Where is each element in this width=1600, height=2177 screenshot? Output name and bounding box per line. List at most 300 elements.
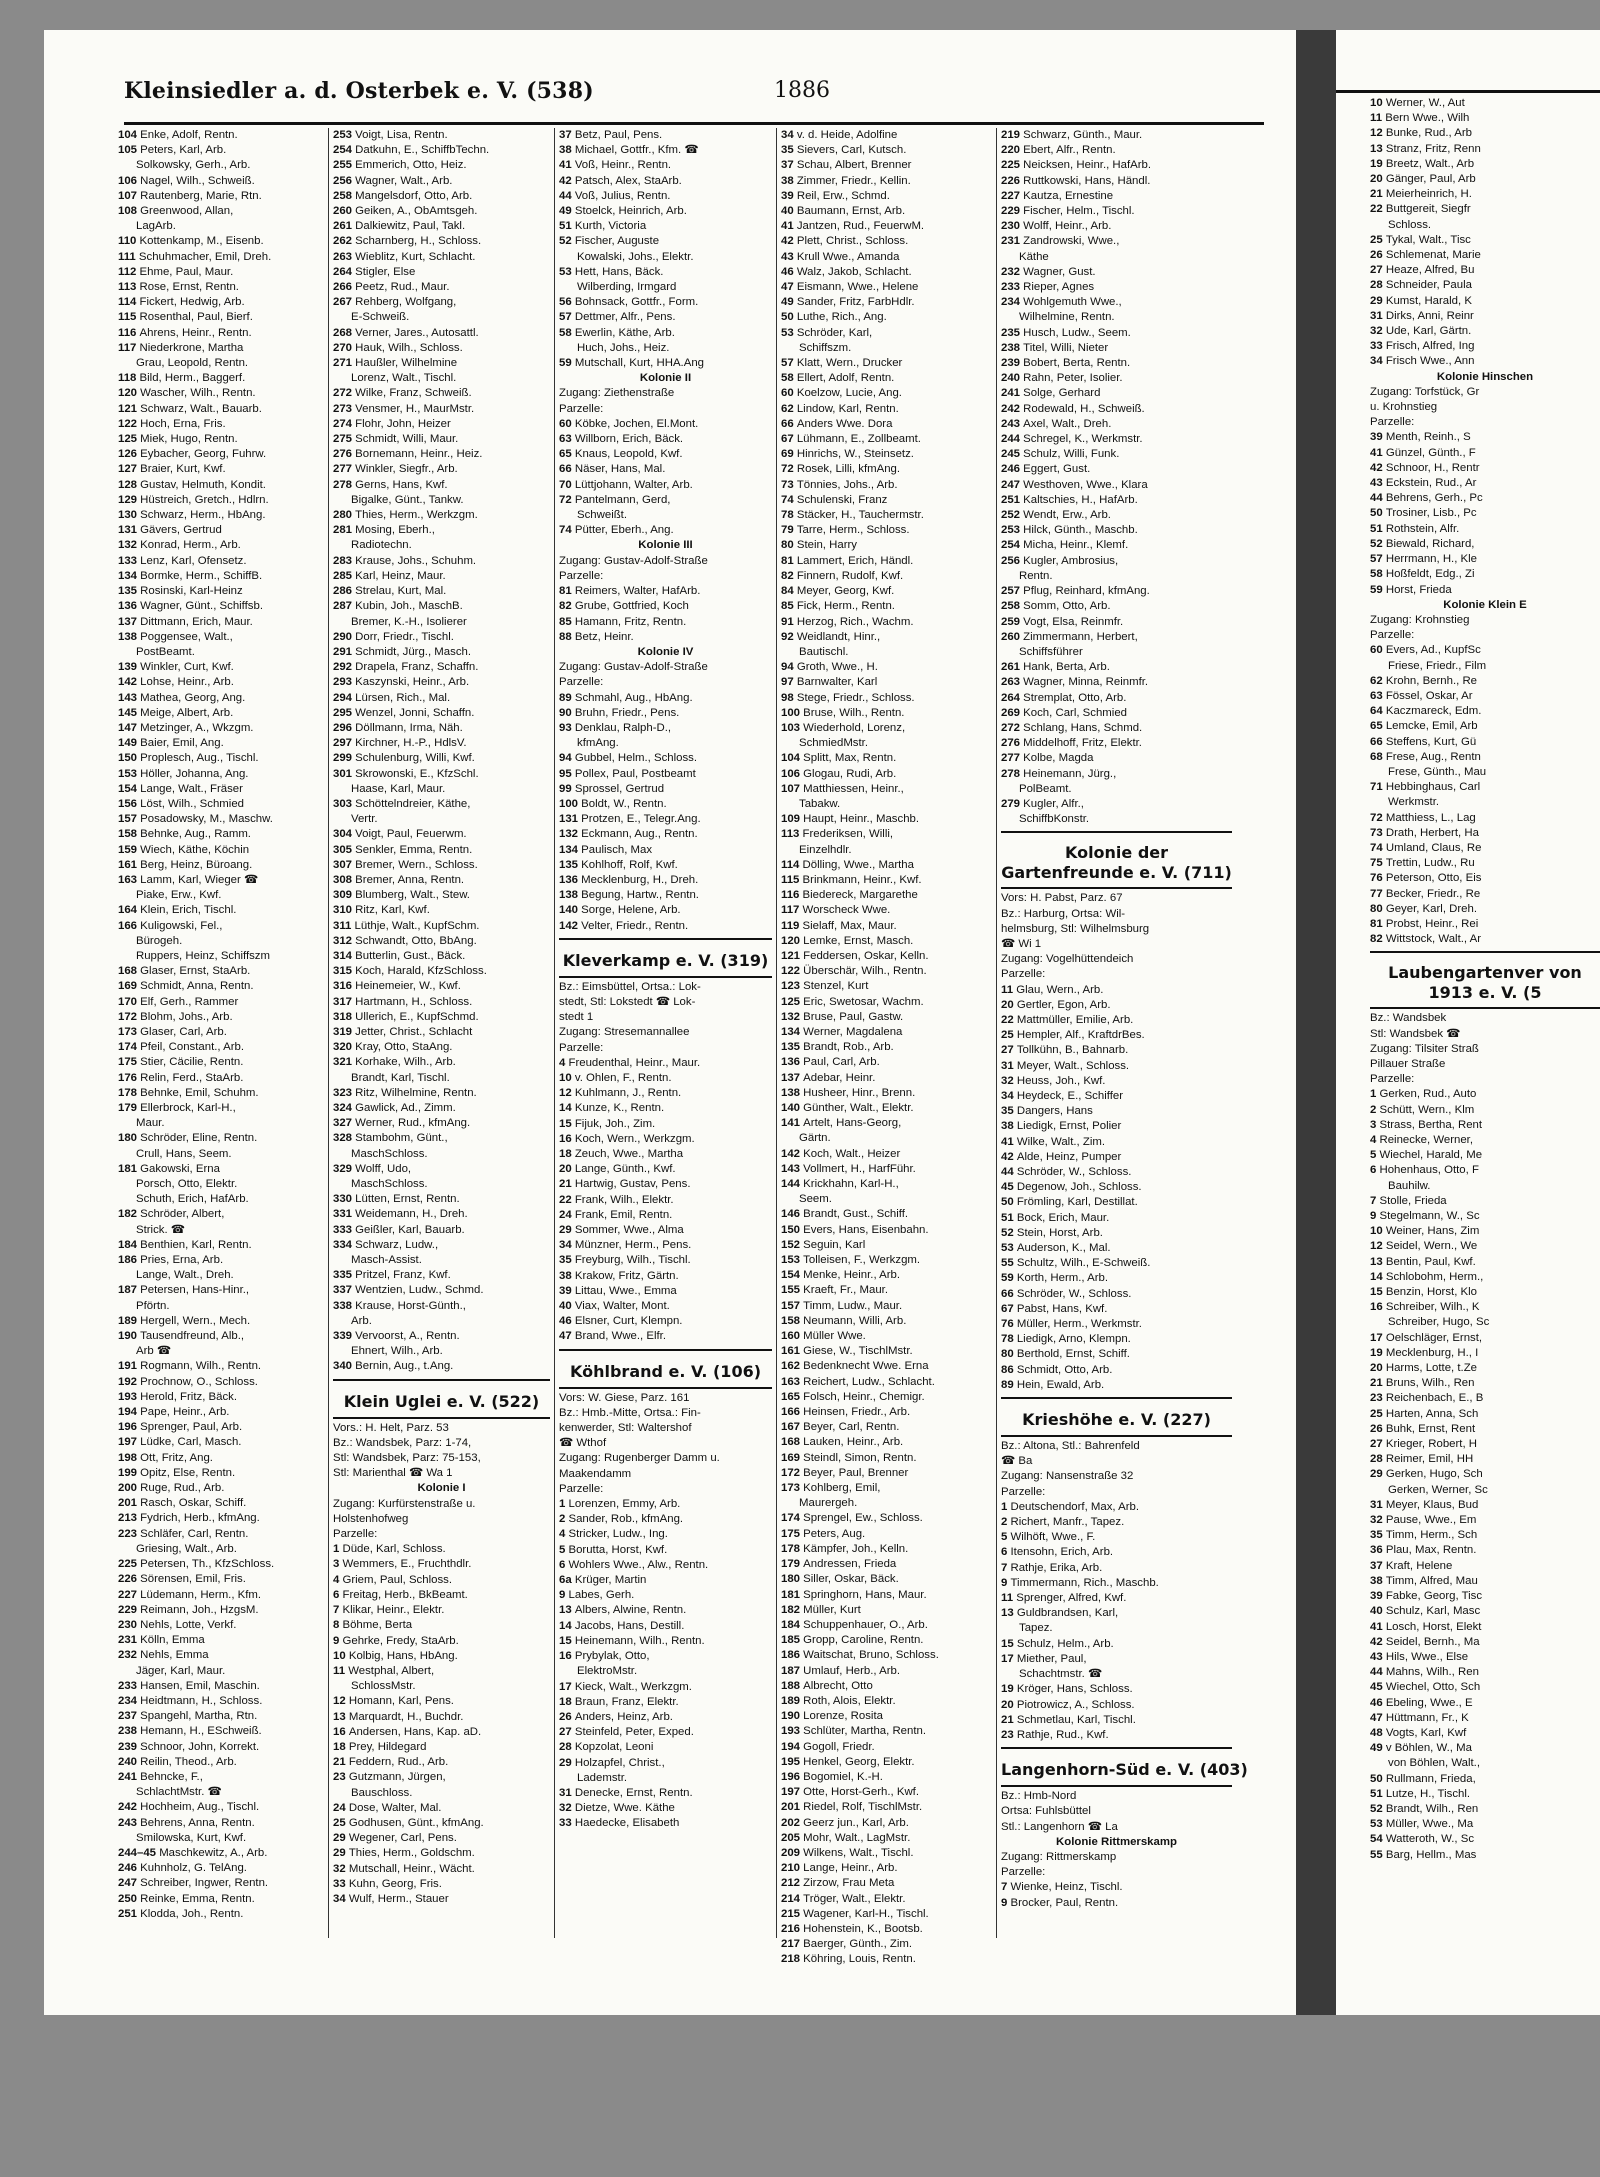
directory-entry <box>559 1634 772 1649</box>
parcel-number: 260 <box>333 205 356 218</box>
entry-name: Reil, Erw., Schmd. <box>796 189 890 202</box>
entry-name: Hohenstein, K., Bootsb. <box>803 1922 923 1935</box>
parcel-number: 39 <box>1370 431 1386 444</box>
directory-entry <box>1001 1302 1232 1317</box>
parcel-number: 327 <box>333 1117 356 1130</box>
parcel-number: 89 <box>1001 1378 1017 1391</box>
parcel-number: 136 <box>781 1056 804 1069</box>
parcel-number: 263 <box>1001 676 1024 689</box>
directory-entry <box>559 615 772 630</box>
entry-name: Solge, Gerhard <box>1023 387 1101 400</box>
directory-entry <box>1370 1255 1600 1270</box>
parcel-number: 108 <box>118 205 141 218</box>
parcel-number: 81 <box>559 585 575 598</box>
directory-entry <box>781 1344 992 1359</box>
directory-entry <box>333 888 550 903</box>
entry-name: Seguin, Karl <box>803 1238 866 1251</box>
parcel-number: 173 <box>118 1025 141 1038</box>
parcel-number: 193 <box>118 1390 141 1403</box>
entry-name: Klein, Erich, Tischl. <box>140 904 237 917</box>
directory-entry <box>559 797 772 812</box>
parcel-number: 146 <box>781 1208 804 1221</box>
directory-entry <box>1370 1300 1600 1315</box>
entry-name: Frank, Wilh., Elektr. <box>574 1193 674 1206</box>
parcel-number: 245 <box>1001 448 1024 461</box>
entry-name: Senkler, Emma, Rentn. <box>355 843 473 856</box>
left-page <box>44 30 1340 2015</box>
entry-name: Wittstock, Walt., Ar <box>1385 933 1481 946</box>
info-line: Parzelle: <box>333 1528 378 1541</box>
directory-entry <box>1370 735 1600 750</box>
directory-entry <box>1370 1437 1600 1452</box>
parcel-number: 103 <box>781 721 804 734</box>
entry-continuation: MaschSchloss. <box>351 1178 428 1191</box>
entry-name: Wentzien, Ludw., Schmd. <box>355 1284 484 1297</box>
entry-name: Losch, Horst, Elekt <box>1385 1620 1482 1633</box>
parcel-number: 57 <box>781 357 797 370</box>
parcel-number: 161 <box>118 858 141 871</box>
parcel-number: 98 <box>781 691 797 704</box>
parcel-number: 23 <box>333 1771 349 1784</box>
entry-name: Voß, Julius, Rentn. <box>574 189 671 202</box>
directory-entry <box>333 158 550 173</box>
parcel-number: 272 <box>1001 721 1024 734</box>
entry-name: Andressen, Frieda <box>803 1558 897 1571</box>
parcel-number: 78 <box>1001 1333 1017 1346</box>
directory-entry <box>118 508 324 523</box>
directory-entry <box>118 1588 324 1603</box>
entry-name: Rathje, Rud., Kwf. <box>1016 1728 1109 1741</box>
parcel-number: 35 <box>1001 1105 1017 1118</box>
entry-name: Liedigk, Arno, Klempn. <box>1016 1333 1131 1346</box>
entry-name: Überschär, Wilh., Rentn. <box>803 965 927 978</box>
directory-entry <box>781 1816 992 1831</box>
parcel-number: 135 <box>559 858 582 871</box>
parcel-number: 137 <box>118 615 141 628</box>
directory-entry <box>1370 1103 1600 1118</box>
parcel-number: 264 <box>333 265 356 278</box>
entry-name: Deutschendorf, Max, Arb. <box>1010 1500 1140 1513</box>
entry-continuation: Vertr. <box>351 813 378 826</box>
parcel-number: 18 <box>559 1148 575 1160</box>
entry-name: Mutschall, Heinr., Wächt. <box>348 1862 475 1875</box>
parcel-number: 163 <box>118 873 141 886</box>
parcel-number: 90 <box>559 706 575 719</box>
directory-entry <box>333 1116 550 1131</box>
directory-entry <box>1370 1711 1600 1726</box>
info-line: Bz.: Hmb-Nord <box>1001 1790 1077 1803</box>
directory-entry <box>333 843 550 858</box>
entry-name: Zandrowski, Wwe., <box>1023 235 1120 248</box>
entry-continuation: Ehnert, Wilh., Arb. <box>351 1345 443 1358</box>
entry-name: Schreiber, Ingwer, Rentn. <box>140 1877 269 1890</box>
entry-name: Fabke, Georg, Tisc <box>1385 1590 1483 1603</box>
parcel-number: 37 <box>559 129 575 141</box>
entry-name: Lemke, Ernst, Masch. <box>803 934 914 947</box>
entry-name: Tausendfreund, Alb., <box>140 1330 245 1343</box>
parcel-number: 114 <box>781 858 803 871</box>
subsection-title: Kolonie III <box>638 539 693 552</box>
parcel-number: 186 <box>781 1649 804 1662</box>
parcel-number: 126 <box>118 448 141 461</box>
parcel-number: 238 <box>1001 341 1024 354</box>
entry-name: Lange, Heinr., Arb. <box>803 1862 898 1875</box>
info-line: Parzelle: <box>559 676 604 689</box>
entry-name: Schmidt, Jürg., Masch. <box>355 645 472 658</box>
parcel-number: 330 <box>333 1193 356 1206</box>
entry-name: Lütten, Ernst, Rentn. <box>355 1193 460 1206</box>
entry-name: Reinke, Emma, Rentn. <box>140 1892 255 1905</box>
directory-entry <box>1370 704 1600 719</box>
directory-entry <box>559 1816 772 1831</box>
directory-entry <box>118 843 324 858</box>
entry-name: Müller, Kurt <box>803 1603 861 1616</box>
entry-name: Guldbrandsen, Karl, <box>1016 1607 1119 1620</box>
parcel-number: 51 <box>1370 1787 1386 1800</box>
entry-name: Ehme, Paul, Maur. <box>139 265 234 278</box>
directory-entry <box>781 265 992 280</box>
entry-continuation: Bigalke, Günt., Tankw. <box>351 493 464 506</box>
directory-entry <box>559 1162 772 1177</box>
parcel-number: 4 <box>559 1056 569 1069</box>
parcel-number: 135 <box>118 585 141 598</box>
directory-entry <box>1370 476 1600 491</box>
parcel-number: 11 <box>333 1664 349 1677</box>
parcel-number: 19 <box>1370 1346 1386 1359</box>
entry-name: Hartmann, H., Schloss. <box>355 995 473 1008</box>
directory-entry <box>118 1679 324 1694</box>
parcel-number: 142 <box>118 676 141 689</box>
directory-entry <box>118 964 324 979</box>
parcel-number: 331 <box>333 1208 356 1221</box>
entry-name: Düde, Karl, Schloss. <box>342 1543 446 1556</box>
info-line: Zugang: Rittmerskamp <box>1001 1850 1117 1863</box>
directory-entry <box>118 1740 324 1755</box>
entry-name: Behrens, Anna, Rentn. <box>140 1816 255 1829</box>
entry-name: Betz, Heinr. <box>574 630 634 643</box>
parcel-number: 158 <box>781 1314 804 1327</box>
parcel-number: 176 <box>118 1071 141 1084</box>
parcel-number: 314 <box>333 949 356 962</box>
entry-name: Riedel, Rolf, TischlMstr. <box>803 1801 923 1814</box>
directory-entry <box>1001 599 1232 614</box>
directory-entry <box>1370 719 1600 734</box>
entry-name: Behnke, Aug., Ramm. <box>140 828 251 841</box>
section-rule <box>1370 1007 1600 1009</box>
entry-name: Eric, Swetosar, Wachm. <box>803 995 924 1008</box>
parcel-number: 337 <box>333 1284 356 1297</box>
parcel-number: 153 <box>118 767 141 780</box>
parcel-number: 242 <box>118 1801 141 1814</box>
directory-entry <box>118 1511 324 1526</box>
entry-continuation: Käthe <box>1019 250 1049 263</box>
directory-entry <box>333 1238 550 1253</box>
entry-name: Kottenkamp, M., Eisenb. <box>139 235 264 248</box>
subsection-title: Kolonie II <box>639 372 692 385</box>
parcel-number: 132 <box>781 1010 804 1023</box>
directory-entry <box>1370 583 1600 598</box>
entry-name: Reimann, Joh., HzgsM. <box>140 1603 259 1616</box>
parcel-number: 28 <box>559 1741 575 1754</box>
parcel-number: 22 <box>1370 203 1386 216</box>
parcel-number: 259 <box>1001 615 1024 628</box>
entry-name: Schläfer, Carl, Rentn. <box>140 1527 249 1540</box>
parcel-number: 39 <box>1370 1590 1386 1603</box>
entry-name: Korth, Herm., Arb. <box>1016 1272 1108 1285</box>
entry-name: Folsch, Heinr., Chemigr. <box>803 1390 925 1403</box>
directory-entry <box>1370 1513 1600 1528</box>
parcel-number: 199 <box>118 1466 141 1479</box>
directory-entry <box>1370 1665 1600 1680</box>
entry-name: Herold, Fritz, Bäck. <box>140 1390 238 1403</box>
directory-entry <box>559 706 772 721</box>
parcel-number: 127 <box>118 463 141 476</box>
directory-entry <box>781 1740 992 1755</box>
directory-entry <box>118 1724 324 1739</box>
directory-entry <box>1001 371 1232 386</box>
directory-entry <box>333 964 550 979</box>
entry-name: Bormke, Herm., SchiffB. <box>140 569 263 582</box>
parcel-number: 196 <box>118 1421 141 1434</box>
entry-name: Miether, Paul, <box>1016 1652 1087 1665</box>
entry-continuation: Tapez. <box>1019 1622 1053 1635</box>
parcel-number: 182 <box>781 1603 804 1616</box>
parcel-number: 254 <box>1001 539 1024 552</box>
entry-name: Gänger, Paul, Arb <box>1385 173 1476 186</box>
directory-entry <box>1001 1089 1232 1104</box>
parcel-number: 48 <box>1370 1726 1386 1739</box>
directory-entry <box>1370 1604 1600 1619</box>
entry-name: Kölln, Emma <box>140 1634 205 1647</box>
info-line: ☎ Wi 1 <box>1001 937 1042 950</box>
parcel-number: 40 <box>781 205 797 218</box>
entry-name: Borutta, Horst, Kwf. <box>568 1543 668 1556</box>
directory-entry <box>1370 354 1600 369</box>
entry-continuation: Bremer, K.-H., Isolierer <box>351 615 467 628</box>
entry-name: Ebert, Alfr., Rentn. <box>1023 144 1116 157</box>
directory-entry <box>781 432 992 447</box>
section-rule <box>559 976 772 978</box>
directory-entry <box>118 1557 324 1572</box>
directory-entry <box>1001 675 1232 690</box>
parcel-number: 52 <box>1370 1802 1386 1815</box>
directory-entry <box>559 888 772 903</box>
section-rule <box>559 1349 772 1351</box>
directory-entry <box>1370 446 1600 461</box>
info-line: Bz.: Harburg, Ortsa: Wil- <box>1001 907 1126 920</box>
section-rule <box>333 1417 550 1419</box>
directory-entry <box>559 295 772 310</box>
directory-entry <box>118 1481 324 1496</box>
entry-name: Protzen, E., Telegr.Ang. <box>581 813 701 826</box>
entry-continuation: SchlossMstr. <box>351 1680 416 1693</box>
directory-entry <box>118 706 324 721</box>
entry-name: Groth, Wwe., H. <box>796 661 878 674</box>
entry-name: Klikar, Heinr., Elektr. <box>342 1604 445 1617</box>
parcel-number: 14 <box>559 1619 575 1632</box>
parcel-number: 21 <box>333 1756 349 1769</box>
directory-entry <box>333 873 550 888</box>
entry-name: Reilin, Theod., Arb. <box>140 1755 237 1768</box>
directory-entry <box>1370 126 1600 141</box>
parcel-number: 283 <box>333 554 356 567</box>
parcel-number: 231 <box>1001 235 1024 248</box>
directory-entry <box>118 1329 324 1344</box>
directory-entry <box>118 1876 324 1891</box>
directory-entry <box>118 584 324 599</box>
entry-name: Haedecke, Elisabeth <box>574 1817 680 1830</box>
parcel-number: 294 <box>333 691 356 704</box>
entry-name: Schwandt, Otto, BbAng. <box>355 934 477 947</box>
directory-entry <box>1001 1545 1232 1560</box>
entry-name: Stambohm, Günt., <box>355 1132 448 1145</box>
parcel-number: 230 <box>118 1618 141 1631</box>
entry-name: Nehls, Emma <box>140 1649 209 1662</box>
directory-entry <box>781 1177 992 1192</box>
parcel-number: 22 <box>559 1193 575 1206</box>
parcel-number: 334 <box>333 1238 356 1251</box>
parcel-number: 266 <box>333 281 356 294</box>
parcel-number: 38 <box>559 144 575 157</box>
directory-entry <box>333 250 550 265</box>
entry-name: Waitschat, Bruno, Schloss. <box>803 1649 939 1662</box>
directory-entry <box>118 447 324 462</box>
entry-name: Rasch, Oskar, Schiff. <box>140 1497 247 1510</box>
entry-name: Pabst, Hans, Kwf. <box>1016 1302 1108 1315</box>
entry-name: Umland, Claus, Re <box>1385 841 1482 854</box>
entry-name: Albrecht, Otto <box>803 1679 873 1692</box>
directory-entry <box>781 478 992 493</box>
entry-name: Krohn, Bernh., Re <box>1385 674 1478 687</box>
entry-name: Breetz, Walt., Arb <box>1385 157 1475 170</box>
parcel-number: 88 <box>559 630 575 643</box>
parcel-number: 119 <box>781 919 803 932</box>
parcel-number: 57 <box>559 311 575 324</box>
directory-entry <box>781 1952 992 1967</box>
entry-name: Kuhnholz, G. TelAng. <box>140 1862 247 1875</box>
directory-entry <box>781 1618 992 1633</box>
parcel-number: 42 <box>1370 461 1386 474</box>
entry-name: Timm, Alfred, Mau <box>1385 1574 1478 1587</box>
directory-entry <box>781 1572 992 1587</box>
directory-entry <box>559 1497 772 1512</box>
directory-entry <box>1001 1652 1232 1667</box>
directory-entry <box>118 402 324 417</box>
entry-name: Sprenger, Paul, Arb. <box>140 1421 243 1434</box>
directory-entry <box>781 1724 992 1739</box>
parcel-number: 185 <box>781 1634 804 1647</box>
parcel-number: 303 <box>333 797 356 810</box>
parcel-number: 33 <box>1370 340 1386 353</box>
parcel-number: 17 <box>1001 1652 1017 1665</box>
parcel-number: 167 <box>781 1421 804 1434</box>
directory-entry <box>118 417 324 432</box>
entry-continuation: Wilberding, Irmgard <box>577 281 677 294</box>
directory-entry <box>333 1831 550 1846</box>
parcel-number: 273 <box>333 402 356 415</box>
directory-entry <box>118 1694 324 1709</box>
directory-entry <box>781 1071 992 1086</box>
right-page-header-rule <box>1336 90 1600 93</box>
parcel-number: 29 <box>333 1847 349 1860</box>
entry-name: Schröder, Eline, Rentn. <box>140 1132 258 1145</box>
directory-entry <box>559 843 772 858</box>
directory-entry <box>333 599 550 614</box>
directory-entry <box>1001 1880 1232 1895</box>
directory-entry <box>1001 158 1232 173</box>
entry-name: Haupt, Heinr., Maschb. <box>803 813 920 826</box>
parcel-number: 13 <box>1001 1607 1017 1620</box>
entry-name: Wiederhold, Lorenz, <box>803 721 906 734</box>
info-line: Zugang: Kurfürstenstraße u. <box>333 1497 476 1510</box>
parcel-number: 217 <box>781 1938 804 1951</box>
entry-name: Hohenhaus, Otto, F <box>1379 1164 1479 1177</box>
parcel-number: 299 <box>333 752 356 765</box>
section-rule <box>559 1387 772 1389</box>
entry-name: Müller, Herm., Werkmstr. <box>1016 1318 1142 1331</box>
directory-entry <box>781 1770 992 1785</box>
entry-name: Prybylak, Otto, <box>574 1650 650 1663</box>
parcel-number: 43 <box>1370 477 1386 490</box>
parcel-number: 189 <box>118 1314 141 1327</box>
directory-entry <box>118 1010 324 1025</box>
parcel-number: 32 <box>1370 1514 1386 1527</box>
directory-entry <box>1370 887 1600 902</box>
directory-entry <box>781 386 992 401</box>
directory-entry <box>559 751 772 766</box>
directory-entry <box>1370 1680 1600 1695</box>
parcel-number: 270 <box>333 341 356 354</box>
entry-name: Bentin, Paul, Kwf. <box>1385 1255 1476 1268</box>
entry-continuation: Gärtn. <box>799 1132 831 1145</box>
parcel-number: 216 <box>781 1922 804 1935</box>
directory-entry <box>781 1709 992 1724</box>
parcel-number: 139 <box>118 661 141 674</box>
parcel-number: 328 <box>333 1132 356 1145</box>
directory-entry <box>1001 584 1232 599</box>
directory-entry <box>559 219 772 234</box>
info-line: Zugang: Stresemannallee <box>559 1026 690 1039</box>
directory-entry <box>1370 1239 1600 1254</box>
directory-entry <box>1001 1150 1232 1165</box>
entry-name: Matthiess, L., Lag <box>1385 811 1476 824</box>
entry-name: Miek, Hugo, Rentn. <box>140 433 238 446</box>
parcel-number: 74 <box>1370 841 1386 854</box>
section-title: Köhlbrand e. V. (106) <box>569 1361 762 1381</box>
directory-entry <box>1001 432 1232 447</box>
info-line: Holstenhofweg <box>333 1512 409 1525</box>
parcel-number: 196 <box>781 1770 804 1783</box>
directory-entry <box>333 1542 550 1557</box>
directory-entry <box>333 797 550 812</box>
parcel-number: 317 <box>333 995 356 1008</box>
parcel-number: 14 <box>1370 1270 1386 1283</box>
parcel-number: 195 <box>781 1755 804 1768</box>
entry-name: Koch, Harald, KfzSchloss. <box>355 965 487 978</box>
entry-name: Hansen, Emil, Maschin. <box>140 1679 260 1692</box>
directory-entry <box>118 1770 324 1785</box>
entry-name: Nagel, Wilh., Schweiß. <box>140 174 255 187</box>
entry-name: Itensohn, Erich, Arb. <box>1010 1546 1114 1559</box>
parcel-number: 269 <box>1001 706 1024 719</box>
directory-entry <box>1001 1332 1232 1347</box>
info-line: Zugang: Gustav-Adolf-Straße <box>559 554 708 567</box>
directory-entry <box>559 310 772 325</box>
entry-name: Krüger, Martin <box>574 1574 647 1587</box>
entry-continuation: Strick. ☎ <box>136 1223 185 1236</box>
parcel-number: 201 <box>781 1801 804 1814</box>
parcel-number: 120 <box>118 387 141 400</box>
